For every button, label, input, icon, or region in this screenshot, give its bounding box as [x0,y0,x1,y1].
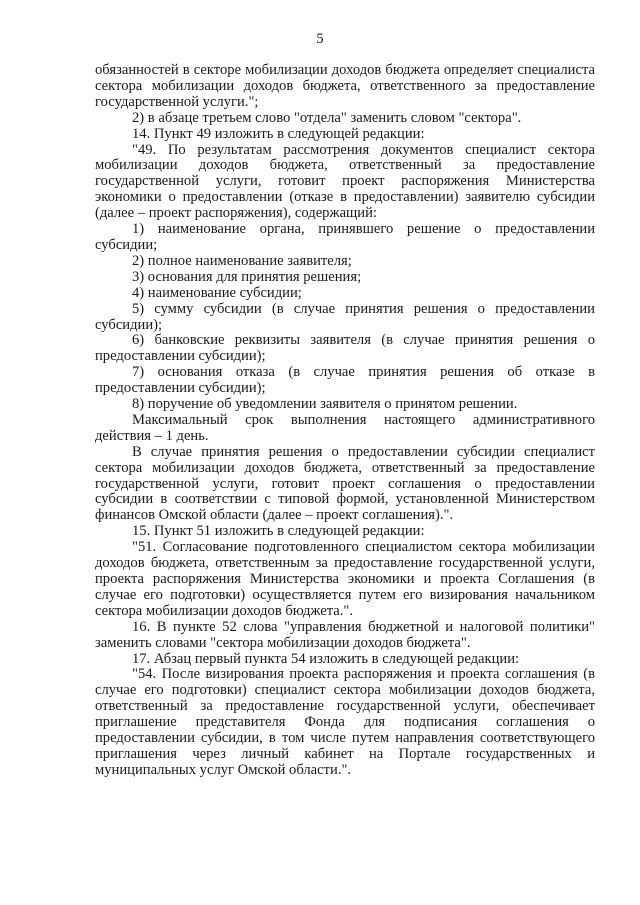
paragraph-agreement-draft: В случае принятия решения о предоставлении субсидии специалист сектора мобилизации доходов бюджета, ответственный за предоставление государственной услуги, готовит проект соглашения о предоставлении субсидии в соответствии с типовой формой, установленной Министерством финансов Омской области (далее – проект соглашения).". [95,443,595,524]
paragraph-item-14: 14. Пункт 49 изложить в следующей редакции: [132,125,425,142]
paragraph-continuation: обязанностей в секторе мобилизации доходов бюджета определяет специалиста сектора мобилизации доходов бюджета, ответственного за предоставление государственной услуги."; [95,62,595,110]
list-item-8: 8) поручение об уведомлении заявителя о принятом решении. [132,396,518,413]
list-item-6: 6) банковские реквизиты заявителя (в случае принятия решения о предоставлении субсидии); [95,332,595,365]
paragraph-clause-49: "49. По результатам рассмотрения документов специалист сектора мобилизации доходов бюджета, ответственный за предоставление государственной услуги, готовит проект распоряжения Министерства экономики о предоставлении (отказе в предоставлении) заявителю субсидии (далее – проект распоряжения), содержащий: [95,141,595,222]
paragraph-max-term: Максимальный срок выполнения настоящего административного действия – 1 день. [95,411,595,444]
paragraph-item-17: 17. Абзац первый пункта 54 изложить в следующей редакции: [132,650,520,667]
list-item-7: 7) основания отказа (в случае принятия решения об отказе в предоставлении субсидии); [95,364,595,397]
paragraph-item-16: 16. В пункте 52 слова "управления бюджетной и налоговой политики" заменить словами "сектора мобилизации доходов бюджета". [95,618,595,651]
list-item-4: 4) наименование субсидии; [132,284,302,301]
list-item-2: 2) полное наименование заявителя; [132,252,352,269]
list-item-5: 5) сумму субсидии (в случае принятия решения о предоставлении субсидии); [95,300,595,333]
paragraph-clause-51: "51. Согласование подготовленного специалистом сектора мобилизации доходов бюджета, ответственным за предоставление государственной услуги, проекта распоряжения Министерства экономики и проекта Соглашения (в случае его подготовки) осуществляется путем его визирования начальником сектора мобилизации доходов бюджета.". [95,539,595,619]
paragraph-amendment-2: 2) в абзаце третьем слово "отдела" заменить словом "сектора". [132,109,522,126]
list-item-3: 3) основания для принятия решения; [132,268,362,285]
paragraph-item-15: 15. Пункт 51 изложить в следующей редакции: [132,523,425,540]
document-body [95,63,595,779]
list-item-1: 1) наименование органа, принявшего решение о предоставлении субсидии; [95,221,595,253]
paragraph-clause-54: "54. После визирования проекта распоряжения и проекта соглашения (в случае его подготовки) специалист сектора мобилизации доходов бюджета, ответственный за предоставление государственной услуги, обеспечивает приглашение представителя Фонда для подписания соглашения о предоставлении субсидии, в том числе путем направления соответствующего приглашения через личный кабинет на Портале государственных и муниципальных услуг Омской области.". [95,666,595,778]
page-number: 5 [316,31,324,47]
